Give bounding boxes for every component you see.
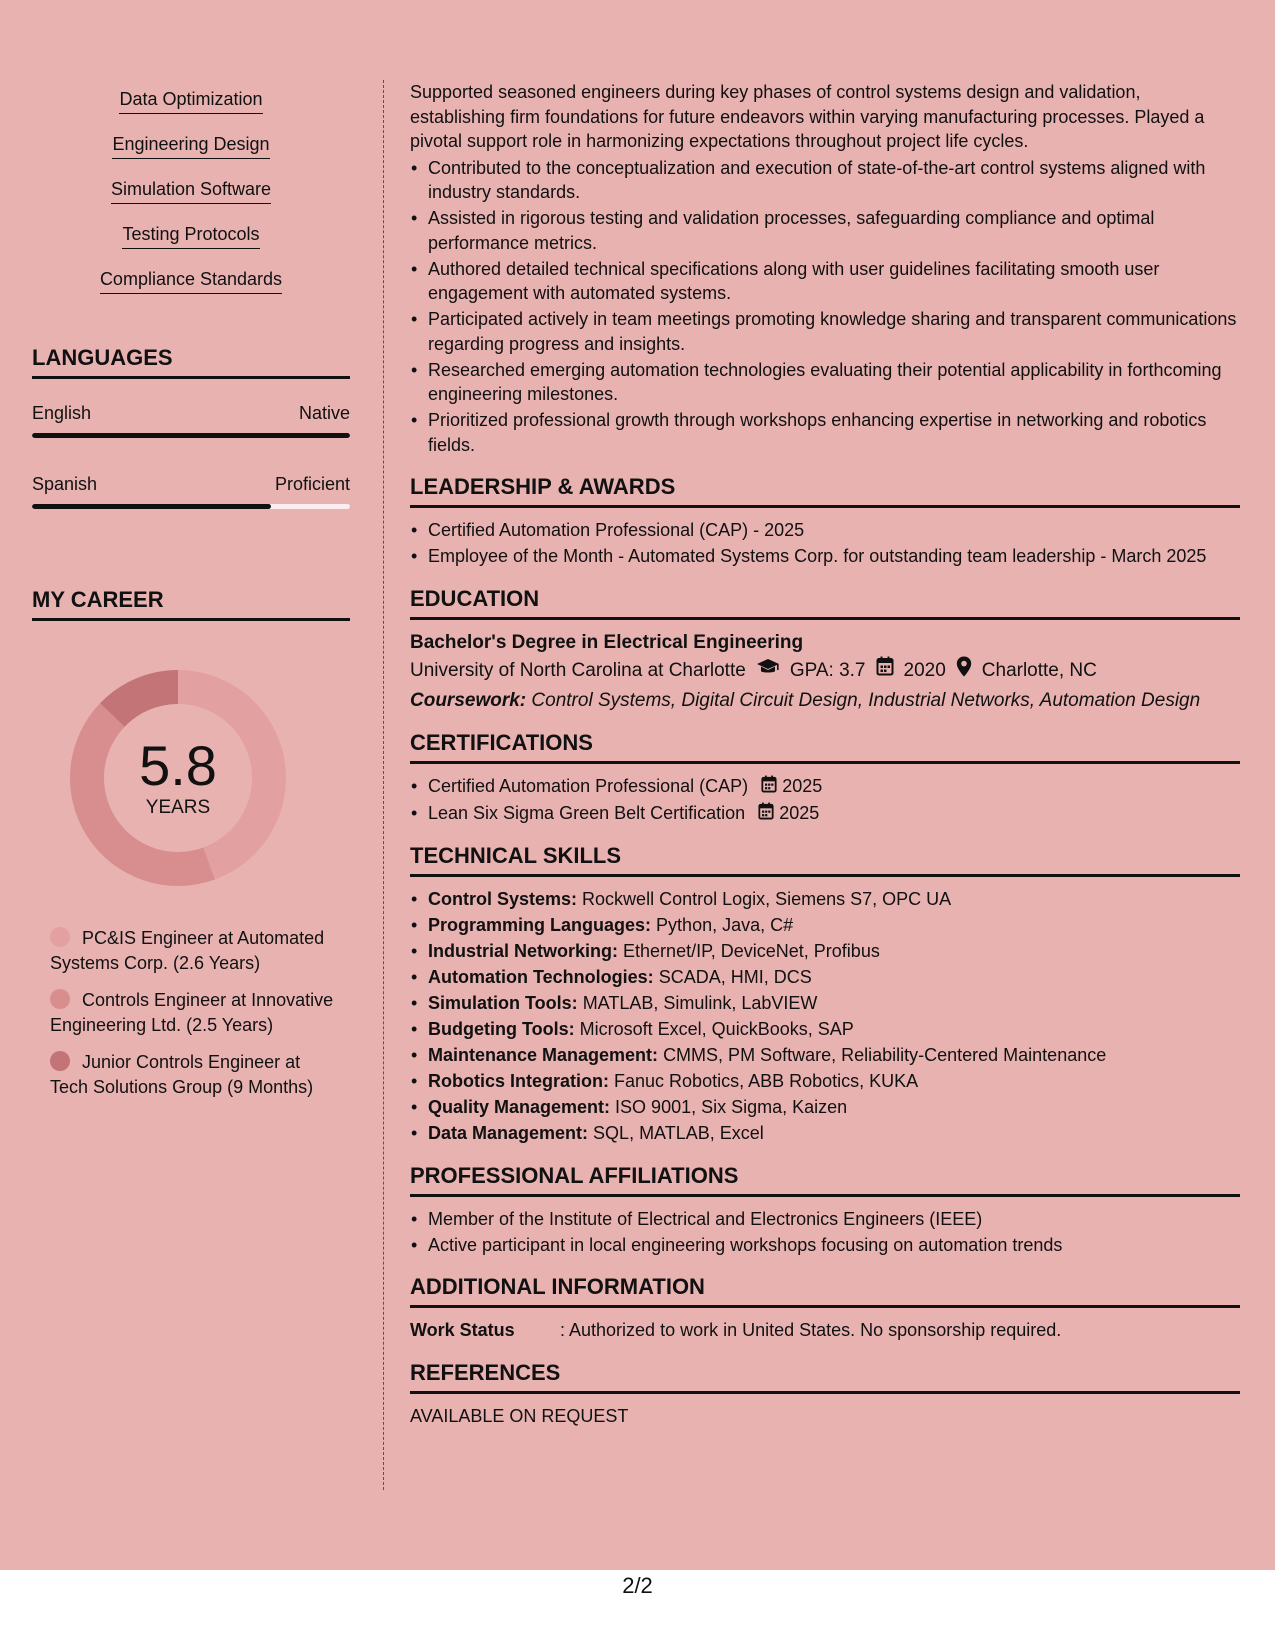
list-item [410, 1121, 1240, 1146]
certifications-list [410, 774, 1240, 827]
list-item [410, 887, 1240, 912]
list-item [410, 1095, 1240, 1120]
certification-year: 2025 [779, 802, 820, 823]
gpa: GPA: 3.7 [789, 660, 866, 681]
list-item [410, 1043, 1240, 1068]
column-divider [383, 80, 384, 1490]
list-item [410, 1069, 1240, 1094]
language-item [32, 401, 350, 438]
certification-name: Lean Six Sigma Green Belt Certification [428, 802, 746, 823]
certifications-heading: CERTIFICATIONS [410, 729, 1240, 764]
skill-category: Programming Languages: [428, 915, 652, 935]
graduation-cap-icon [756, 656, 780, 686]
list-item [410, 774, 1240, 800]
skill-values: SCADA, HMI, DCS [658, 967, 812, 987]
languages-section [32, 344, 350, 509]
language-item [32, 472, 350, 509]
skill-category: Robotics Integration: [428, 1071, 609, 1091]
list-item: • Certified Automation Professional (CAP) - 2025 [410, 518, 1240, 543]
skill-tag: Data Optimization [119, 86, 262, 114]
affiliations-heading: PROFESSIONAL AFFILIATIONS [410, 1162, 1240, 1197]
skill-values: Fanuc Robotics, ABB Robotics, KUKA [614, 1071, 919, 1091]
language-level: Native [298, 403, 350, 423]
certification-name: Certified Automation Professional (CAP) [428, 775, 749, 796]
list-item: • Researched emerging automation technologies evaluating their potential applicability in forthcoming engineering milestones. [410, 358, 1240, 407]
career-legend [50, 926, 340, 1112]
technical-skills-heading: TECHNICAL SKILLS [410, 842, 1240, 877]
skill-values: Ethernet/IP, DeviceNet, Profibus [623, 941, 880, 961]
leadership-list [410, 518, 1240, 569]
work-status-label: Work Status [410, 1320, 515, 1340]
skill-category: Maintenance Management: [428, 1045, 659, 1065]
coursework-text: Control Systems, Digital Circuit Design, Industrial Networks, Automation Design [531, 689, 1201, 711]
list-item: • Assisted in rigorous testing and validation processes, safeguarding compliance and optimal performance metrics. [410, 206, 1240, 255]
location-pin-icon [956, 656, 972, 687]
references-text: AVAILABLE ON REQUEST [410, 1405, 629, 1426]
education-details [410, 656, 1240, 687]
list-item: • Member of the Institute of Electrical and Electronics Engineers (IEEE) [410, 1207, 1240, 1232]
skill-tag: Compliance Standards [100, 266, 282, 294]
list-item: • Active participant in local engineering workshops focusing on automation trends [410, 1233, 1240, 1258]
legend-label: Controls Engineer at Innovative Engineering Ltd. (2.5 Years) [50, 990, 334, 1035]
list-item [410, 939, 1240, 964]
language-name: Spanish [32, 474, 98, 494]
legend-label: Junior Controls Engineer at Tech Solutions Group (9 Months) [50, 1052, 314, 1097]
skill-category: Data Management: [428, 1123, 589, 1143]
right-column [410, 80, 1240, 1428]
additional-info-heading: ADDITIONAL INFORMATION [410, 1273, 1240, 1308]
skill-category: Quality Management: [428, 1097, 611, 1117]
list-item: • Participated actively in team meetings promoting knowledge sharing and transparent communications regarding progress and insights. [410, 307, 1240, 356]
career-section [32, 586, 350, 1097]
list-item: • Prioritized professional growth through workshops enhancing expertise in networking and robotics fields. [410, 408, 1240, 457]
coursework-label: Coursework: [410, 689, 527, 711]
experience-summary: Supported seasoned engineers during key phases of control systems design and validation, establishing firm foundations for future endeavors within varying manufacturing processes. Played a pivotal support role in harmonizing expectations throughout project life cycles. [410, 82, 1205, 151]
skill-tag: Testing Protocols [122, 221, 259, 249]
language-level-fill [32, 433, 350, 438]
list-item: • Authored detailed technical specifications along with user guidelines facilitating smooth user engagement with automated systems. [410, 257, 1240, 306]
graduation-year: 2020 [903, 660, 946, 681]
affiliations-list [410, 1207, 1240, 1258]
skill-values: Python, Java, C# [656, 915, 794, 935]
school-name: University of North Carolina at Charlotte [410, 660, 746, 681]
skill-category: Simulation Tools: [428, 993, 578, 1013]
skill-category: Budgeting Tools: [428, 1019, 575, 1039]
language-level-fill [32, 504, 271, 509]
certification-year: 2025 [782, 775, 823, 796]
calendar-icon [758, 802, 774, 827]
technical-skills-list [410, 887, 1240, 1146]
skill-tag: Engineering Design [112, 131, 269, 159]
references-heading: REFERENCES [410, 1359, 1240, 1394]
school-location: Charlotte, NC [981, 660, 1097, 681]
career-total-years: 5.8 [139, 734, 217, 797]
skill-category: Automation Technologies: [428, 967, 654, 987]
calendar-icon [876, 656, 894, 686]
skill-category: Industrial Networking: [428, 941, 619, 961]
list-item: • Contributed to the conceptualization and execution of state-of-the-art control systems aligned with industry standards. [410, 156, 1240, 205]
languages-heading: LANGUAGES [32, 344, 350, 379]
language-level-bar [32, 433, 350, 438]
language-level: Proficient [274, 474, 350, 494]
skill-values: MATLAB, Simulink, LabVIEW [582, 993, 818, 1013]
language-name: English [32, 403, 92, 423]
language-level-bar [32, 504, 350, 509]
experience-bullets [410, 156, 1240, 458]
work-status-value: : Authorized to work in United States. No sponsorship required. [560, 1320, 1062, 1340]
skill-tags [32, 86, 350, 311]
legend-label: PC&IS Engineer at Automated Systems Corp. (2.6 Years) [50, 928, 325, 973]
coursework [410, 689, 1240, 713]
list-item [410, 801, 1240, 827]
legend-dot [50, 927, 70, 947]
legend-dot [50, 989, 70, 1009]
list-item: • Employee of the Month - Automated Systems Corp. for outstanding team leadership - March 2025 [410, 544, 1240, 569]
page-number: 2/2 [622, 1573, 653, 1598]
legend-dot [50, 1051, 70, 1071]
skill-tag: Simulation Software [111, 176, 271, 204]
skill-values: CMMS, PM Software, Reliability-Centered Maintenance [663, 1045, 1107, 1065]
skill-values: SQL, MATLAB, Excel [593, 1123, 764, 1143]
legend-item [50, 926, 340, 975]
skill-values: Rockwell Control Logix, Siemens S7, OPC UA [582, 889, 952, 909]
calendar-icon [761, 775, 777, 800]
career-total-unit: YEARS [145, 797, 211, 818]
list-item [410, 991, 1240, 1016]
career-donut-chart [66, 666, 290, 890]
work-status-row [410, 1318, 1240, 1343]
education-heading: EDUCATION [410, 585, 1240, 620]
list-item [410, 965, 1240, 990]
list-item [410, 1017, 1240, 1042]
skill-values: ISO 9001, Six Sigma, Kaizen [615, 1097, 848, 1117]
career-heading: MY CAREER [32, 586, 350, 621]
legend-item [50, 1050, 340, 1099]
legend-item [50, 988, 340, 1037]
degree-title: Bachelor's Degree in Electrical Engineering [410, 631, 804, 653]
skill-category: Control Systems: [428, 889, 578, 909]
list-item [410, 913, 1240, 938]
leadership-heading: LEADERSHIP & AWARDS [410, 473, 1240, 508]
skill-values: Microsoft Excel, QuickBooks, SAP [579, 1019, 854, 1039]
